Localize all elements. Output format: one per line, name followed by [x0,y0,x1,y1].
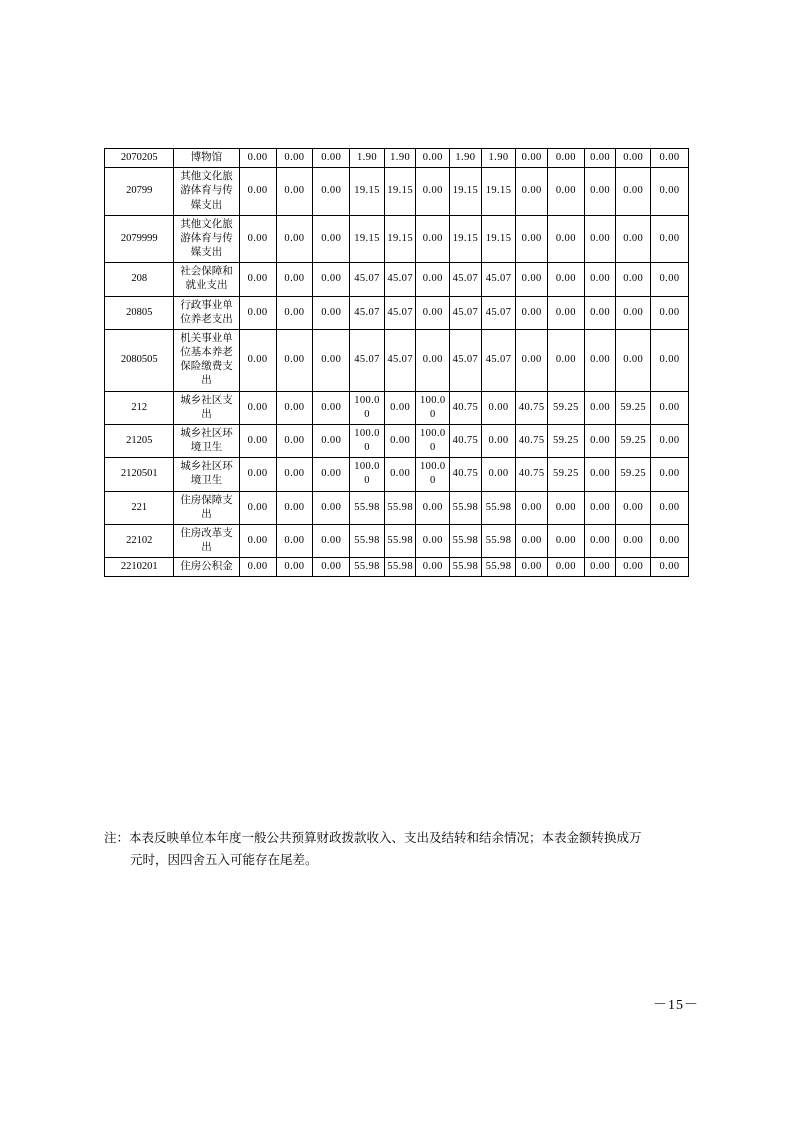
cell-amount: 45.07 [350,296,385,329]
cell-amount: 0.00 [584,524,616,557]
cell-amount: 0.00 [313,168,350,216]
cell-amount: 1.90 [384,149,416,168]
cell-amount: 40.75 [516,458,548,491]
cell-amount: 0.00 [616,329,651,391]
table-row [105,263,689,296]
cell-amount: 59.25 [616,458,651,491]
cell-amount: 19.15 [481,168,516,216]
cell-amount: 0.00 [651,215,689,263]
cell-amount: 0.00 [481,391,516,424]
cell-amount: 0.00 [276,424,313,457]
cell-item-name: 城乡社区支出 [174,391,239,424]
cell-item-name: 社会保障和就业支出 [174,263,239,296]
cell-code: 221 [105,491,174,524]
cell-amount: 0.00 [547,329,584,391]
cell-amount: 0.00 [313,424,350,457]
cell-code: 2080505 [105,329,174,391]
cell-amount: 40.75 [450,391,482,424]
cell-amount: 59.25 [547,458,584,491]
cell-amount: 0.00 [616,491,651,524]
cell-amount: 0.00 [313,391,350,424]
cell-amount: 45.07 [384,296,416,329]
cell-amount: 0.00 [313,263,350,296]
cell-amount: 1.90 [481,149,516,168]
cell-amount: 0.00 [239,491,276,524]
note-line-2: 元时，因四舍五入可能存在尾差。 [130,852,318,867]
cell-amount: 55.98 [481,524,516,557]
table-row [105,149,689,168]
table-row [105,458,689,491]
cell-amount: 0.00 [416,149,450,168]
cell-amount: 19.15 [384,168,416,216]
cell-amount: 0.00 [616,168,651,216]
cell-amount: 59.25 [616,424,651,457]
cell-code: 208 [105,263,174,296]
cell-amount: 0.00 [313,329,350,391]
cell-amount: 0.00 [416,558,450,577]
cell-amount: 0.00 [384,424,416,457]
table-row [105,491,689,524]
cell-amount: 0.00 [584,424,616,457]
cell-amount: 0.00 [651,424,689,457]
cell-amount: 55.98 [384,524,416,557]
cell-amount: 0.00 [276,391,313,424]
cell-amount: 0.00 [239,149,276,168]
cell-code: 20799 [105,168,174,216]
cell-amount: 0.00 [584,558,616,577]
cell-item-name: 住房保障支出 [174,491,239,524]
cell-amount: 19.15 [450,215,482,263]
cell-amount: 0.00 [276,263,313,296]
cell-amount: 0.00 [516,168,548,216]
cell-amount: 0.00 [481,424,516,457]
cell-amount: 0.00 [516,215,548,263]
cell-amount: 0.00 [584,329,616,391]
cell-amount: 0.00 [616,296,651,329]
cell-amount: 0.00 [651,491,689,524]
cell-amount: 0.00 [239,391,276,424]
cell-amount: 19.15 [350,215,385,263]
cell-amount: 55.98 [450,491,482,524]
cell-amount: 0.00 [547,524,584,557]
cell-item-name: 其他文化旅游体育与传媒支出 [174,215,239,263]
cell-amount: 0.00 [584,458,616,491]
note-line-1: 注：本表反映单位本年度一般公共预算财政拨款收入、支出及结转和结余情况；本表金额转换成万 [104,831,642,845]
cell-code: 22102 [105,524,174,557]
cell-amount: 40.75 [450,458,482,491]
cell-amount: 0.00 [239,263,276,296]
cell-amount: 0.00 [651,149,689,168]
cell-amount: 0.00 [651,391,689,424]
cell-amount: 55.98 [384,491,416,524]
cell-amount: 45.07 [350,263,385,296]
cell-amount: 45.07 [450,329,482,391]
table-row [105,391,689,424]
cell-amount: 0.00 [584,263,616,296]
table-row [105,524,689,557]
cell-amount: 0.00 [313,524,350,557]
cell-amount: 0.00 [481,458,516,491]
cell-amount: 0.00 [416,491,450,524]
cell-amount: 55.98 [481,558,516,577]
cell-amount: 0.00 [239,168,276,216]
cell-amount: 0.00 [651,458,689,491]
cell-code: 20805 [105,296,174,329]
cell-amount: 100.00 [350,424,385,457]
cell-amount: 0.00 [239,215,276,263]
cell-item-name: 住房公积金 [174,558,239,577]
cell-code: 21205 [105,424,174,457]
cell-amount: 0.00 [516,491,548,524]
cell-code: 212 [105,391,174,424]
cell-amount: 0.00 [239,424,276,457]
cell-amount: 0.00 [616,524,651,557]
cell-amount: 0.00 [239,458,276,491]
cell-amount: 0.00 [584,491,616,524]
cell-amount: 45.07 [450,296,482,329]
cell-amount: 0.00 [239,524,276,557]
cell-amount: 0.00 [547,263,584,296]
cell-amount: 0.00 [276,168,313,216]
cell-amount: 0.00 [651,296,689,329]
cell-item-name: 城乡社区环境卫生 [174,458,239,491]
table-row [105,424,689,457]
cell-amount: 0.00 [516,296,548,329]
cell-amount: 0.00 [547,558,584,577]
cell-code: 2079999 [105,215,174,263]
cell-amount: 0.00 [651,524,689,557]
cell-amount: 0.00 [416,168,450,216]
cell-amount: 100.00 [416,424,450,457]
cell-item-name: 其他文化旅游体育与传媒支出 [174,168,239,216]
cell-item-name: 住房改革支出 [174,524,239,557]
cell-amount: 45.07 [384,263,416,296]
cell-amount: 40.75 [450,424,482,457]
budget-table [104,148,689,577]
cell-amount: 0.00 [276,491,313,524]
cell-item-name: 城乡社区环境卫生 [174,424,239,457]
cell-amount: 0.00 [384,391,416,424]
cell-item-name: 行政事业单位养老支出 [174,296,239,329]
cell-amount: 19.15 [384,215,416,263]
cell-code: 2070205 [105,149,174,168]
cell-amount: 0.00 [313,458,350,491]
cell-amount: 0.00 [416,524,450,557]
cell-amount: 0.00 [276,329,313,391]
cell-amount: 0.00 [584,168,616,216]
cell-amount: 0.00 [616,263,651,296]
cell-amount: 45.07 [481,263,516,296]
table-row [105,296,689,329]
cell-amount: 55.98 [350,491,385,524]
cell-amount: 45.07 [384,329,416,391]
cell-amount: 0.00 [313,215,350,263]
cell-amount: 40.75 [516,391,548,424]
cell-amount: 100.00 [350,391,385,424]
cell-amount: 0.00 [416,215,450,263]
cell-code: 2210201 [105,558,174,577]
cell-amount: 0.00 [384,458,416,491]
cell-amount: 0.00 [584,391,616,424]
cell-amount: 100.00 [416,458,450,491]
budget-table-container [104,148,689,577]
cell-amount: 0.00 [313,296,350,329]
cell-amount: 40.75 [516,424,548,457]
cell-amount: 0.00 [516,558,548,577]
cell-amount: 0.00 [584,215,616,263]
cell-amount: 0.00 [239,329,276,391]
cell-amount: 0.00 [547,149,584,168]
cell-item-name: 博物馆 [174,149,239,168]
cell-amount: 55.98 [350,558,385,577]
cell-amount: 1.90 [450,149,482,168]
cell-amount: 0.00 [616,558,651,577]
cell-amount: 0.00 [547,296,584,329]
cell-amount: 100.00 [350,458,385,491]
cell-amount: 19.15 [450,168,482,216]
cell-amount: 55.98 [350,524,385,557]
cell-amount: 0.00 [651,263,689,296]
cell-amount: 45.07 [481,296,516,329]
cell-amount: 19.15 [350,168,385,216]
cell-amount: 0.00 [516,263,548,296]
cell-amount: 0.00 [616,149,651,168]
cell-amount: 0.00 [416,263,450,296]
cell-amount: 0.00 [276,458,313,491]
cell-amount: 0.00 [651,558,689,577]
page-number: －15－ [653,998,699,1013]
cell-amount: 0.00 [584,296,616,329]
cell-amount: 0.00 [416,296,450,329]
cell-amount: 55.98 [384,558,416,577]
cell-amount: 0.00 [313,491,350,524]
cell-amount: 45.07 [450,263,482,296]
cell-amount: 0.00 [276,524,313,557]
table-row [105,558,689,577]
cell-amount: 0.00 [276,149,313,168]
cell-amount: 0.00 [616,215,651,263]
cell-amount: 59.25 [616,391,651,424]
cell-amount: 0.00 [239,296,276,329]
cell-amount: 0.00 [239,558,276,577]
cell-code: 2120501 [105,458,174,491]
cell-amount: 0.00 [651,168,689,216]
cell-amount: 45.07 [350,329,385,391]
cell-amount: 0.00 [313,558,350,577]
cell-amount: 0.00 [516,329,548,391]
cell-amount: 0.00 [547,491,584,524]
cell-amount: 45.07 [481,329,516,391]
cell-amount: 0.00 [276,296,313,329]
cell-amount: 0.00 [651,329,689,391]
cell-amount: 1.90 [350,149,385,168]
cell-amount: 0.00 [547,215,584,263]
table-note [104,828,704,872]
cell-amount: 0.00 [516,149,548,168]
cell-amount: 19.15 [481,215,516,263]
cell-amount: 55.98 [481,491,516,524]
cell-amount: 0.00 [516,524,548,557]
table-row [105,329,689,391]
cell-amount: 100.00 [416,391,450,424]
cell-amount: 0.00 [416,329,450,391]
cell-amount: 0.00 [276,558,313,577]
cell-amount: 59.25 [547,424,584,457]
cell-amount: 0.00 [584,149,616,168]
cell-amount: 55.98 [450,524,482,557]
cell-amount: 59.25 [547,391,584,424]
cell-amount: 0.00 [547,168,584,216]
cell-amount: 0.00 [313,149,350,168]
cell-amount: 0.00 [276,215,313,263]
table-row [105,168,689,216]
cell-item-name: 机关事业单位基本养老保险缴费支出 [174,329,239,391]
table-row [105,215,689,263]
cell-amount: 55.98 [450,558,482,577]
